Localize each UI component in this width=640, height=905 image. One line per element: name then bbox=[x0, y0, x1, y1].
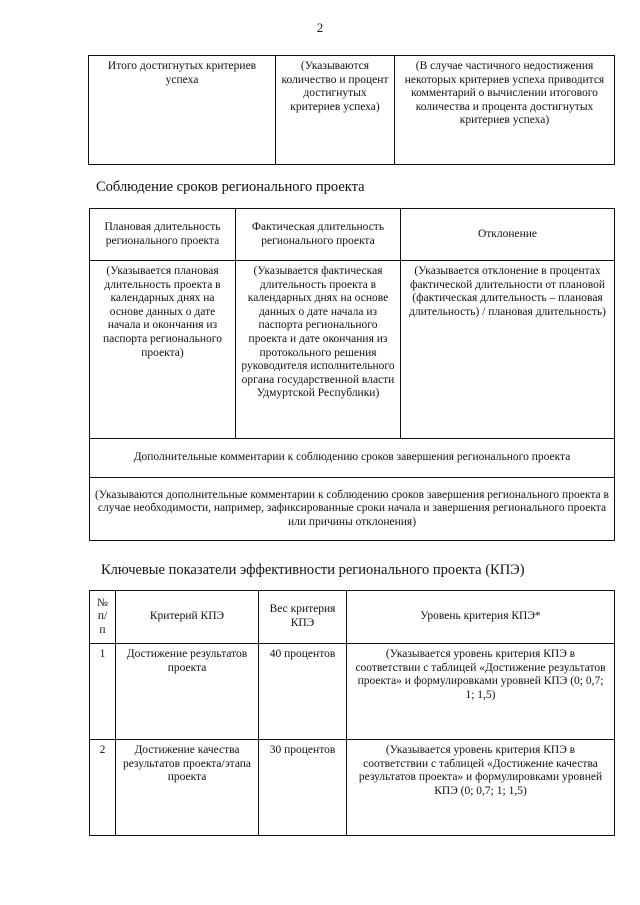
deviation-header: Отклонение bbox=[401, 209, 615, 261]
comments-value: (Указываются дополнительные комментарии к соблюдению сроков завершения регионального проекта в случае необходимости, например, зафиксированные сроки начала и завершения регионального проекта или причины отклонения) bbox=[90, 478, 615, 541]
deadlines-table bbox=[89, 208, 615, 541]
kpe-row-level: (Указывается уровень критерия КПЭ в соответствии с таблицей «Достижение качества результатов проекта» и формулировками уровней КПЭ (0; 0,7; 1; 1,5) bbox=[347, 740, 615, 836]
kpe-row-criterion: Достижение результатов проекта bbox=[116, 644, 259, 740]
kpe-row-level: (Указывается уровень критерия КПЭ в соответствии с таблицей «Достижение результатов проекта» и формулировками уровней КПЭ (0; 0,7; 1; 1,5) bbox=[347, 644, 615, 740]
kpe-title: Ключевые показатели эффективности регионального проекта (КПЭ) bbox=[101, 562, 525, 578]
total-criteria-comment: (В случае частичного недостижения некоторых критериев успеха приводится комментарий о вычислении итогового количества и процента достигнутых критериев успеха) bbox=[395, 56, 615, 165]
kpe-row-weight: 30 процентов bbox=[259, 740, 347, 836]
actual-duration-value: (Указывается фактическая длительность проекта в календарных днях на основе данных о дате начала из паспорта регионального проекта и дате окончания из протокольного решения руководителя исполнительного органа государственной власти Удмуртской Республики) bbox=[236, 261, 401, 439]
kpe-row-number: 1 bbox=[90, 644, 116, 740]
planned-duration-value: (Указывается плановая длительность проекта в календарных днях на основе данных о дате начала и окончания из паспорта регионального проекта) bbox=[90, 261, 236, 439]
kpe-table bbox=[89, 590, 615, 836]
deadlines-title: Соблюдение сроков регионального проекта bbox=[96, 179, 365, 195]
kpe-header-criterion: Критерий КПЭ bbox=[116, 591, 259, 644]
table-row bbox=[90, 644, 615, 740]
success-criteria-table bbox=[88, 55, 615, 165]
kpe-row-weight: 40 процентов bbox=[259, 644, 347, 740]
kpe-row-criterion: Достижение качества результатов проекта/этапа проекта bbox=[116, 740, 259, 836]
kpe-header-level: Уровень критерия КПЭ* bbox=[347, 591, 615, 644]
comments-header: Дополнительные комментарии к соблюдению сроков завершения регионального проекта bbox=[90, 439, 615, 478]
kpe-row-number: 2 bbox=[90, 740, 116, 836]
kpe-header-number: № п/п bbox=[90, 591, 116, 644]
table-row bbox=[90, 740, 615, 836]
deviation-value: (Указывается отклонение в процентах фактической длительности от плановой (фактическая длительность – плановая длительность) / плановая длительность) bbox=[401, 261, 615, 439]
planned-duration-header: Плановая длительность регионального проекта bbox=[90, 209, 236, 261]
page-number: 2 bbox=[316, 20, 324, 35]
kpe-header-weight: Вес критерия КПЭ bbox=[259, 591, 347, 644]
actual-duration-header: Фактическая длительность регионального проекта bbox=[236, 209, 401, 261]
total-criteria-label: Итого достигнутых критериев успеха bbox=[89, 56, 276, 165]
total-criteria-count: (Указываются количество и процент достигнутых критериев успеха) bbox=[276, 56, 395, 165]
